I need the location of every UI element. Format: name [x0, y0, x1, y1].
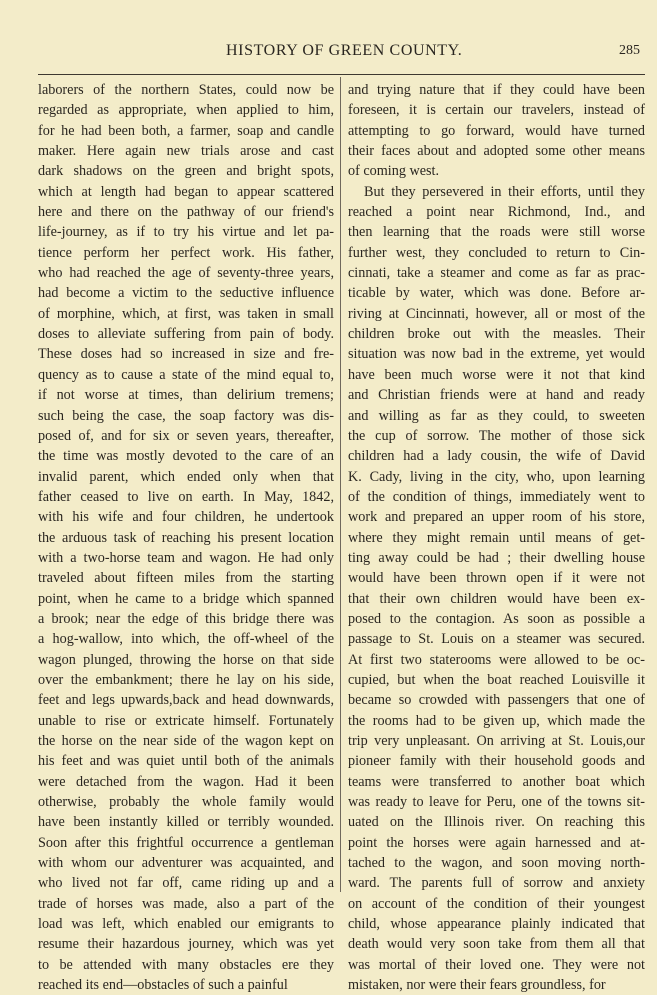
text-line: death would very soon take from them all that [348, 936, 645, 953]
text-line: ticable by water, which was done. Before ar- [348, 285, 645, 302]
text-line: posed to the contagion. As soon as possible a [348, 610, 645, 627]
text-line: and Christian friends were at hand and ready [348, 387, 645, 404]
text-line: such being the case, the soap factory was dis- [38, 407, 334, 424]
text-line: with his wife and four children, he undertook [38, 509, 334, 526]
text-line: situation was now bad in the extreme, yet would [348, 346, 645, 363]
page-number: 285 [619, 43, 640, 58]
text-line: riving at Cincinnati, however, all or most of the [348, 305, 645, 322]
text-line: traveled about fifteen miles from the starting [38, 570, 334, 587]
text-line: children broke out with the measles. Their [348, 326, 645, 343]
text-line: ward. The parents full of sorrow and anxiety [348, 875, 645, 892]
text-line: became so crowded with passengers that one of [348, 692, 645, 709]
text-line: of the condition of things, immediately went to [348, 488, 645, 505]
text-line: mistaken, nor were their fears groundless, for [348, 977, 606, 994]
text-line: the horse on the near side of the wagon kept on [38, 733, 334, 749]
header-rule [38, 74, 645, 75]
text-line: quency as to cause a state of the mind equal to, [38, 366, 334, 383]
text-line: work and prepared an upper room of his store, [348, 509, 645, 526]
text-line: point, when he came to a bridge which spanned [38, 590, 334, 607]
text-line: uated on the Illinois river. On reaching this [348, 814, 645, 831]
text-line: point the horses were again harnessed and at- [348, 834, 645, 851]
text-line: was mortal of their loved one. They were not [348, 956, 645, 973]
text-line: cupied, but when the boat reached Louisville it [348, 671, 645, 688]
text-line: which at length had began to appear scattered [38, 183, 334, 200]
text-line: who had reached the age of seventy-three years, [38, 265, 334, 282]
running-head [0, 42, 657, 66]
text-line: if not worse at times, than delirium tremens; [38, 387, 334, 404]
page-title: HISTORY OF GREEN COUNTY. [226, 42, 463, 59]
text-line: the rooms had to be given up, which made the [348, 712, 645, 729]
text-line: then learning that the roads were still worse [348, 224, 645, 241]
text-line: foreseen, it is certain our travelers, instead of [348, 102, 645, 119]
text-line: had become a victim to the seductive influence [38, 285, 334, 302]
text-line: pioneer family with their household goods and [348, 753, 645, 770]
text-line: here and there on the pathway of our friend's [38, 204, 334, 221]
text-line: have been much worse were it not that kind [348, 366, 645, 383]
text-line: maker. Here again new trials arose and cast [38, 143, 334, 160]
text-line: invalid parent, which ended only when that [38, 468, 334, 485]
text-line: his feet and was quiet until both of the animals [38, 753, 334, 770]
text-line: reached its end—obstacles of such a painful [38, 977, 288, 994]
text-line: of coming west. [348, 163, 440, 180]
text-line: laborers of the northern States, could now be [38, 82, 334, 98]
text-line: father ceased to live on earth. In May, 1842, [38, 488, 334, 505]
text-line: regarded as appropriate, when applied to him, [38, 102, 334, 119]
text-line: to be attended with many obstacles ere they [38, 956, 334, 973]
text-line: further west, they concluded to return to Cin- [348, 244, 645, 261]
text-line: unable to rise or extricate himself. Fortunately [38, 712, 334, 729]
text-line: where they might remain until means of get- [348, 529, 645, 546]
text-line: a brook; near the edge of this bridge there was [38, 610, 334, 627]
text-line: attempting to go forward, would have turned [348, 122, 645, 139]
text-line: K. Cady, living in the city, who, upon learning [348, 468, 645, 485]
text-line: child, whose appearance plainly indicated that [348, 916, 645, 933]
text-line: that their own children would have been ex- [348, 590, 645, 607]
text-line: resume their hazardous journey, which was yet [38, 936, 334, 953]
text-line: the cup of sorrow. The mother of those sick [348, 427, 645, 444]
text-line: feet and legs upwards,back and head downwards, [38, 692, 334, 709]
text-line: life-journey, as if to try his virtue and let pa- [38, 224, 334, 241]
text-line: the arduous task of reaching his present location [38, 529, 334, 546]
text-line: Soon after this frightful occurrence a gentleman [38, 834, 334, 851]
right-column [348, 80, 645, 995]
text-line: ting away could be had ; their dwelling house [348, 549, 645, 566]
text-line: cinnati, take a steamer and come as far as prac- [348, 265, 645, 282]
text-line: load was left, which enabled our emigrants to [38, 916, 334, 933]
text-line: on account of the condition of their youngest [348, 895, 645, 912]
left-column [38, 80, 334, 995]
text-line: with whom our adventurer was acquainted, and [38, 855, 334, 872]
text-line: reached a point near Richmond, Ind., and [348, 204, 645, 221]
text-line: with a two-horse team and wagon. He had only [38, 549, 334, 566]
text-line: doses to alleviate suffering from pain of body. [38, 326, 334, 343]
text-line: and willing as far as they could, to sweeten [348, 407, 645, 424]
text-line: over the embankment; there he lay on his side, [38, 671, 334, 688]
column-divider [340, 77, 341, 892]
text-line: But they persevered in their efforts, until they [364, 183, 645, 200]
text-line: of morphine, which, at first, was taken in small [38, 305, 334, 322]
text-line: These doses had so increased in size and fre- [38, 346, 334, 363]
text-line: have been instantly killed or terribly wounded. [38, 814, 334, 831]
text-line: and trying nature that if they could have been [348, 82, 645, 98]
text-line: At first two staterooms were allowed to be oc- [348, 651, 645, 668]
text-line: was ready to leave for Peru, one of the towns sit- [348, 794, 645, 811]
text-line: teams were transferred to another boat which [348, 773, 645, 790]
text-line: otherwise, probably the whole family would [38, 794, 334, 811]
text-line: who lived not far off, came riding up and a [38, 875, 334, 892]
text-line: the time was mostly devoted to the care of an [38, 448, 334, 465]
text-line: tached to the wagon, and soon moving north- [348, 855, 645, 872]
text-line: trip very unpleasant. On arriving at St. Louis,our [348, 733, 645, 749]
text-line: children had a lady cousin, the wife of David [348, 448, 645, 465]
text-line: for he had been both, a farmer, soap and candle [38, 122, 334, 139]
text-line: posed of, and for six or seven years, thereafter, [38, 427, 334, 444]
text-line: wagon plunged, throwing the horse on that side [38, 651, 334, 668]
text-line: their faces about and adopted some other means [348, 143, 645, 160]
text-line: passage to St. Louis on a steamer was secured. [348, 631, 645, 648]
text-line: trade of horses was made, also a part of the [38, 895, 334, 912]
text-line: dark shadows on the green and bright spots, [38, 163, 334, 180]
text-line: a hog-wallow, into which, the off-wheel of the [38, 631, 334, 648]
text-line: tience perform her perfect work. His father, [38, 244, 334, 261]
text-line: would have been thrown open if it were not [348, 570, 645, 587]
text-line: were detached from the wagon. Had it been [38, 773, 334, 790]
